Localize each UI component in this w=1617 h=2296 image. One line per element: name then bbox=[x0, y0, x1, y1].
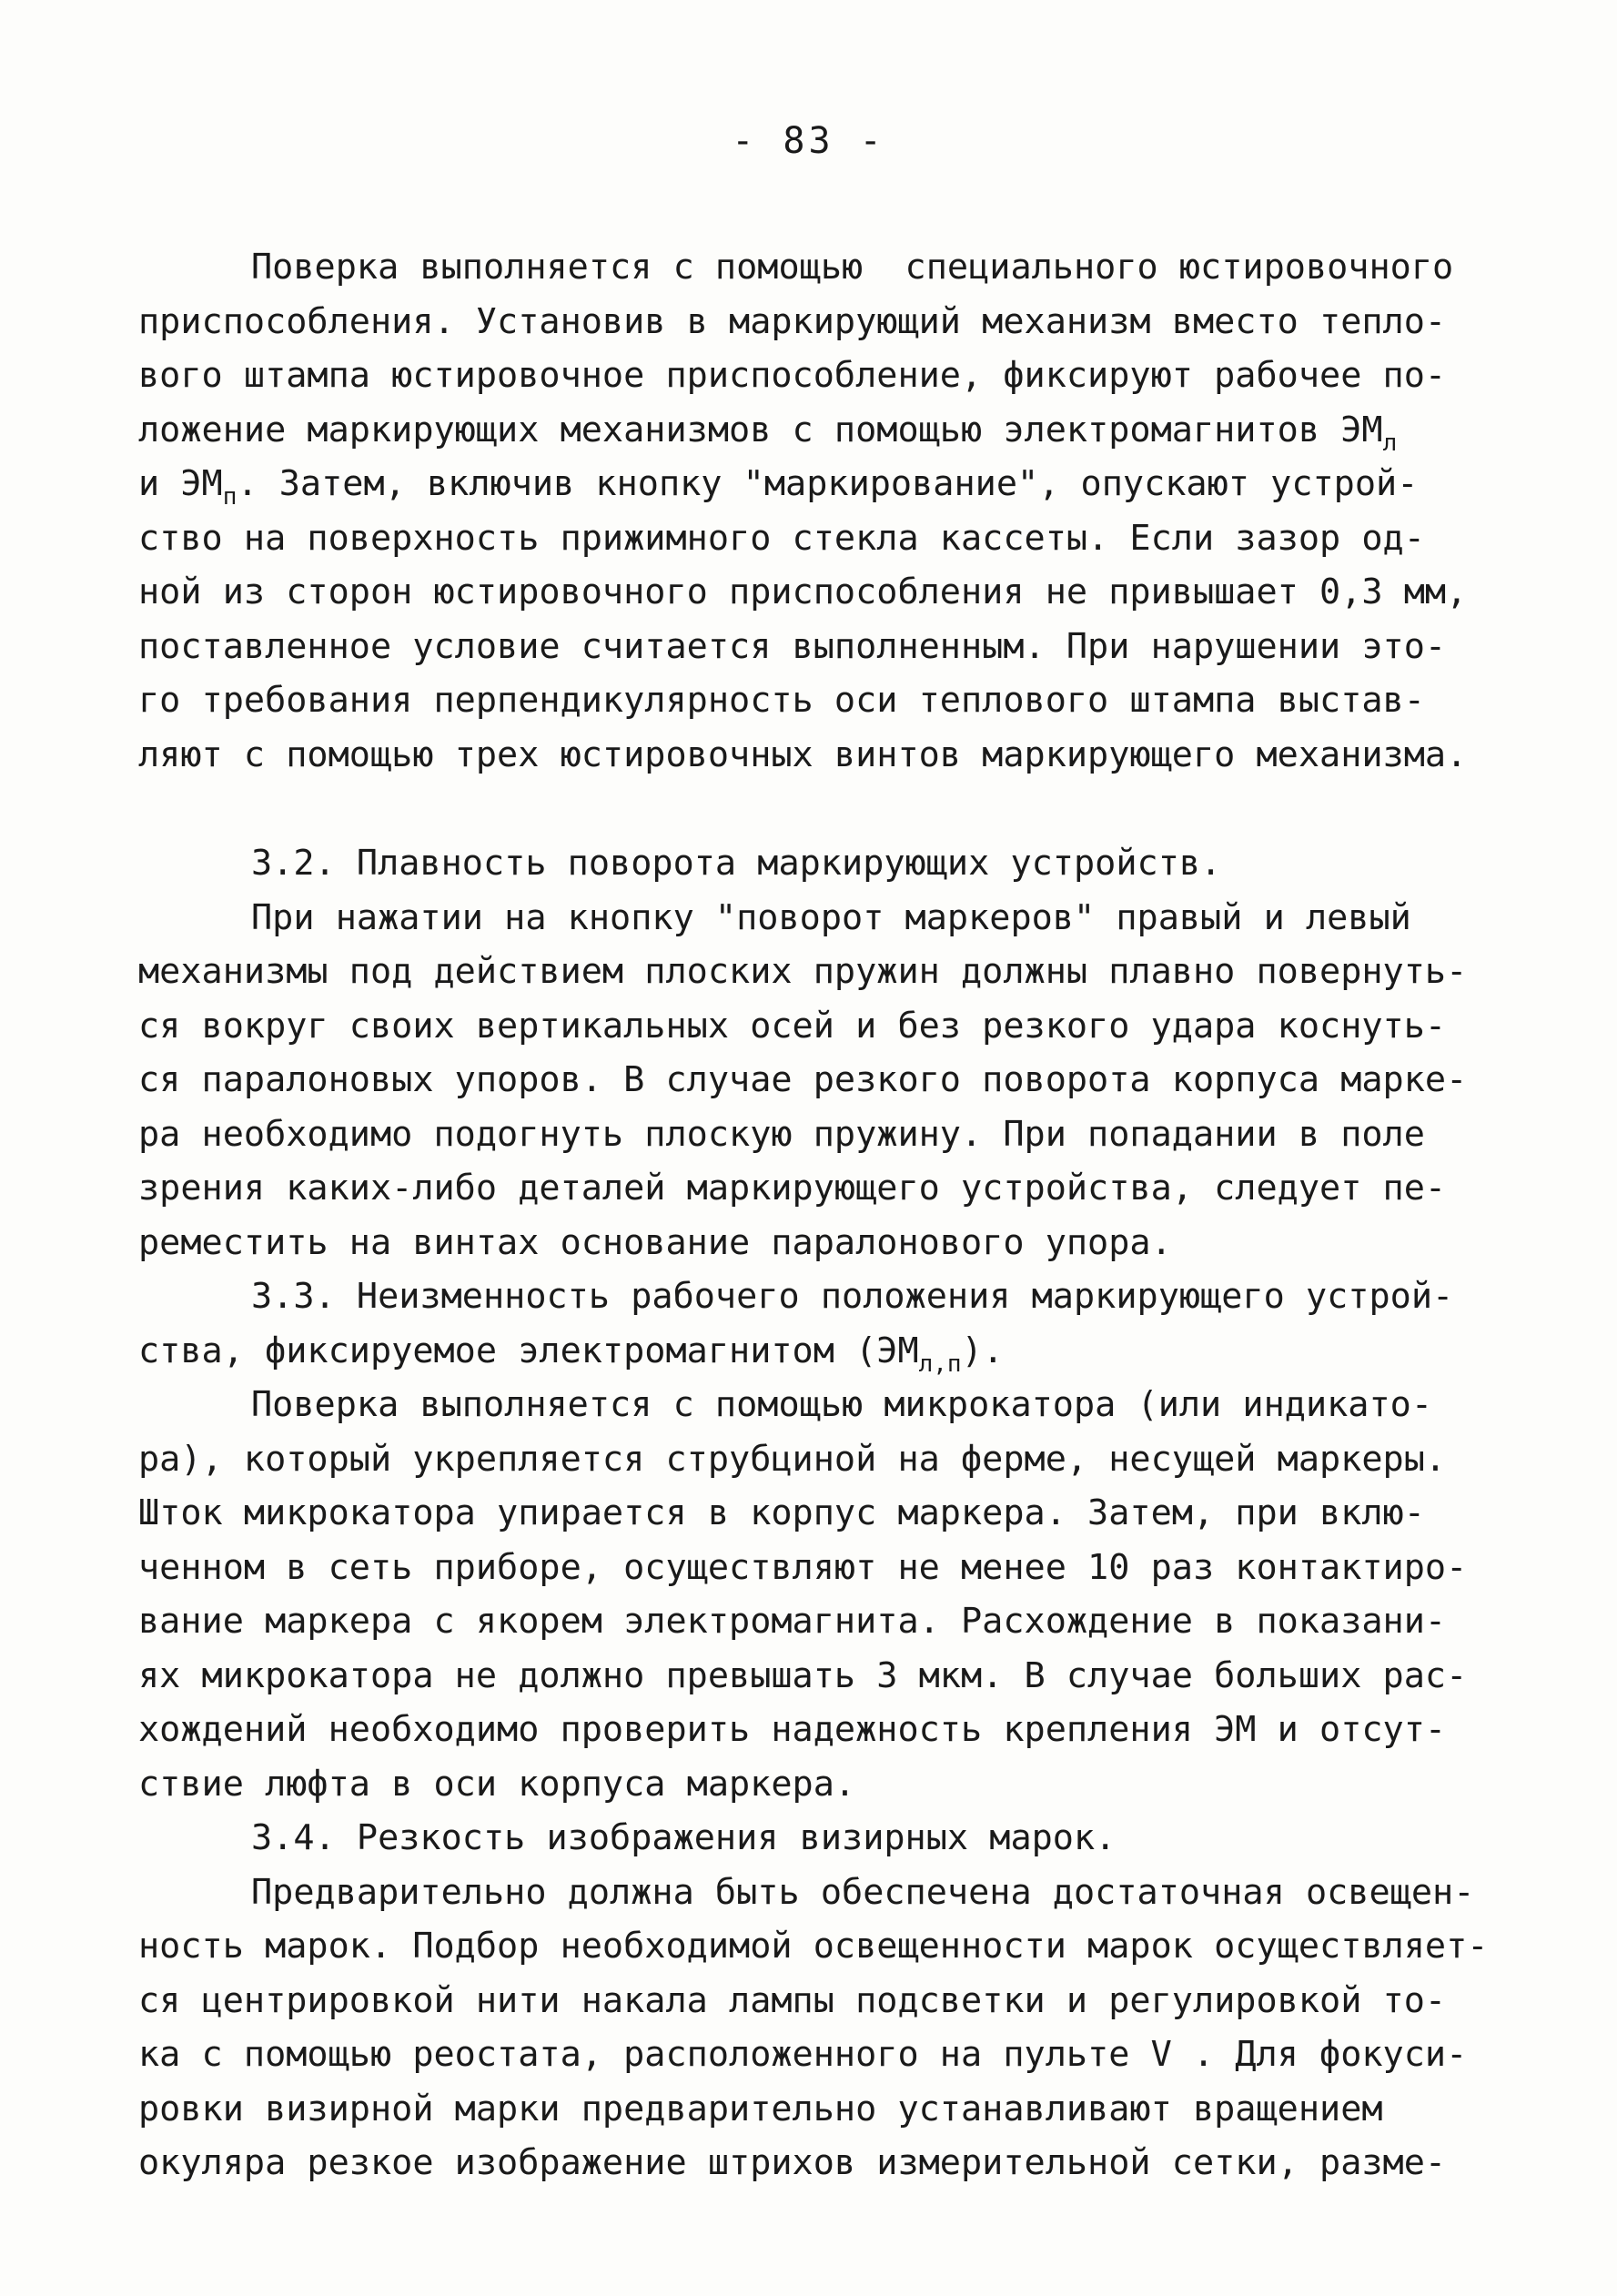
line-text: поставленное условие считается выполненным. При нарушении это- bbox=[138, 625, 1447, 667]
body-text bbox=[138, 240, 1521, 2190]
line-text: ровки визирной марки предварительно устанавливают вращением bbox=[138, 2088, 1383, 2129]
line-text: Поверка выполняется с помощью микрокатора (или индикато- bbox=[251, 1384, 1433, 1425]
line-text: ложение маркирующих механизмов с помощью электромагнитов ЭМ bbox=[138, 409, 1383, 450]
text-line bbox=[138, 673, 1521, 728]
text-line bbox=[138, 1919, 1521, 1974]
line-text: ность марок. Подбор необходимой освещенности марок осуществляет- bbox=[138, 1926, 1489, 1967]
text-line bbox=[138, 1269, 1521, 1324]
line-text: Шток микрокатора упирается в корпус маркера. Затем, при вклю- bbox=[138, 1492, 1425, 1533]
line-text: и ЭМ bbox=[138, 463, 223, 504]
text-line bbox=[138, 1378, 1521, 1432]
line-text: ра необходимо подогнуть плоскую пружину. При попадании в поле bbox=[138, 1113, 1425, 1155]
text-line bbox=[138, 2082, 1521, 2137]
line-text: вого штампа юстировочное приспособление, фиксируют рабочее по- bbox=[138, 355, 1447, 396]
text-line bbox=[138, 1161, 1521, 1216]
text-line bbox=[138, 1757, 1521, 1812]
line-text: ся паралоновых упоров. В случае резкого поворота корпуса марке- bbox=[138, 1059, 1468, 1100]
text-line bbox=[138, 457, 1521, 511]
line-text: го требования перпендикулярность оси теплового штампа выстав- bbox=[138, 680, 1425, 721]
line-text: хождений необходимо проверить надежность крепления ЭМ и отсут- bbox=[138, 1709, 1447, 1750]
text-line bbox=[138, 240, 1521, 295]
text-line bbox=[138, 1811, 1521, 1866]
text-line bbox=[138, 1053, 1521, 1108]
text-line bbox=[138, 1866, 1521, 1920]
line-text-continued: ). bbox=[961, 1330, 1004, 1371]
page-number: - 83 - bbox=[732, 120, 885, 162]
text-line bbox=[138, 836, 1521, 891]
text-line bbox=[138, 565, 1521, 620]
line-text: ях микрокатора не должно превышать 3 мкм. В случае больших рас- bbox=[138, 1654, 1468, 1696]
line-text: ства, фиксируемое электромагнитом (ЭМ bbox=[138, 1330, 919, 1371]
line-text: 3.3. Неизменность рабочего положения маркирующего устрой- bbox=[251, 1276, 1454, 1317]
text-line bbox=[138, 1432, 1521, 1487]
subscript: л bbox=[1382, 429, 1398, 457]
text-line bbox=[138, 1486, 1521, 1541]
text-line bbox=[138, 1541, 1521, 1595]
line-text: приспособления. Установив в маркирующий механизм вместо тепло- bbox=[138, 300, 1447, 342]
text-line bbox=[138, 511, 1521, 566]
text-line bbox=[138, 1974, 1521, 2028]
text-line bbox=[138, 891, 1521, 946]
text-line bbox=[138, 620, 1521, 674]
line-text: ся вокруг своих вертикальных осей и без резкого удара коснуть- bbox=[138, 1005, 1447, 1047]
text-line bbox=[138, 999, 1521, 1054]
text-line bbox=[138, 1324, 1521, 1379]
line-text: ствие люфта в оси корпуса маркера. bbox=[138, 1763, 856, 1805]
line-text: 3.4. Резкость изображения визирных марок. bbox=[251, 1817, 1117, 1858]
text-line bbox=[138, 295, 1521, 349]
subscript: п bbox=[222, 483, 237, 511]
line-text: зрения каких-либо деталей маркирующего устройства, следует пе- bbox=[138, 1168, 1447, 1209]
line-text: реместить на винтах основание паралонового упора. bbox=[138, 1221, 1172, 1263]
line-text: окуляра резкое изображение штрихов измерительной сетки, разме- bbox=[138, 2142, 1447, 2183]
line-text: При нажатии на кнопку "поворот маркеров" правый и левый bbox=[251, 896, 1411, 938]
subscript: л,п bbox=[918, 1350, 962, 1378]
line-text: ченном в сеть приборе, осуществляют не менее 10 раз контактиро- bbox=[138, 1546, 1468, 1588]
text-line bbox=[138, 2028, 1521, 2082]
text-line bbox=[138, 728, 1521, 783]
line-text: Предварительно должна быть обеспечена достаточная освещен- bbox=[251, 1871, 1475, 1913]
line-text: ляют с помощью трех юстировочных винтов маркирующего механизма. bbox=[138, 733, 1468, 775]
line-text: ной из сторон юстировочного приспособления не привышает 0,3 мм, bbox=[138, 571, 1468, 612]
line-text: вание маркера с якорем электромагнита. Расхождение в показани- bbox=[138, 1601, 1447, 1642]
text-line bbox=[138, 945, 1521, 999]
line-text: механизмы под действием плоских пружин должны плавно повернуть- bbox=[138, 951, 1468, 992]
line-text: ра), который укрепляется струбциной на ферме, несущей маркеры. bbox=[138, 1438, 1447, 1480]
text-line bbox=[138, 1703, 1521, 1757]
line-text: 3.2. Плавность поворота маркирующих устройств. bbox=[251, 843, 1222, 884]
text-line bbox=[138, 349, 1521, 403]
text-line bbox=[138, 1649, 1521, 1704]
line-text: ство на поверхность прижимного стекла кассеты. Если зазор од- bbox=[138, 517, 1425, 559]
line-text: ка с помощью реостата, расположенного на пульте V . Для фокуси- bbox=[138, 2034, 1468, 2075]
text-line bbox=[138, 1594, 1521, 1649]
text-line bbox=[138, 1216, 1521, 1270]
line-text-continued: . Затем, включив кнопку "маркирование", опускают устрой- bbox=[237, 463, 1419, 504]
line-text: ся центрировкой нити накала лампы подсветки и регулировкой то- bbox=[138, 1979, 1447, 2021]
text-line bbox=[138, 1108, 1521, 1162]
text-line bbox=[138, 2136, 1521, 2190]
line-text: Поверка выполняется с помощью специального юстировочного bbox=[251, 247, 1454, 288]
text-line bbox=[138, 403, 1521, 458]
